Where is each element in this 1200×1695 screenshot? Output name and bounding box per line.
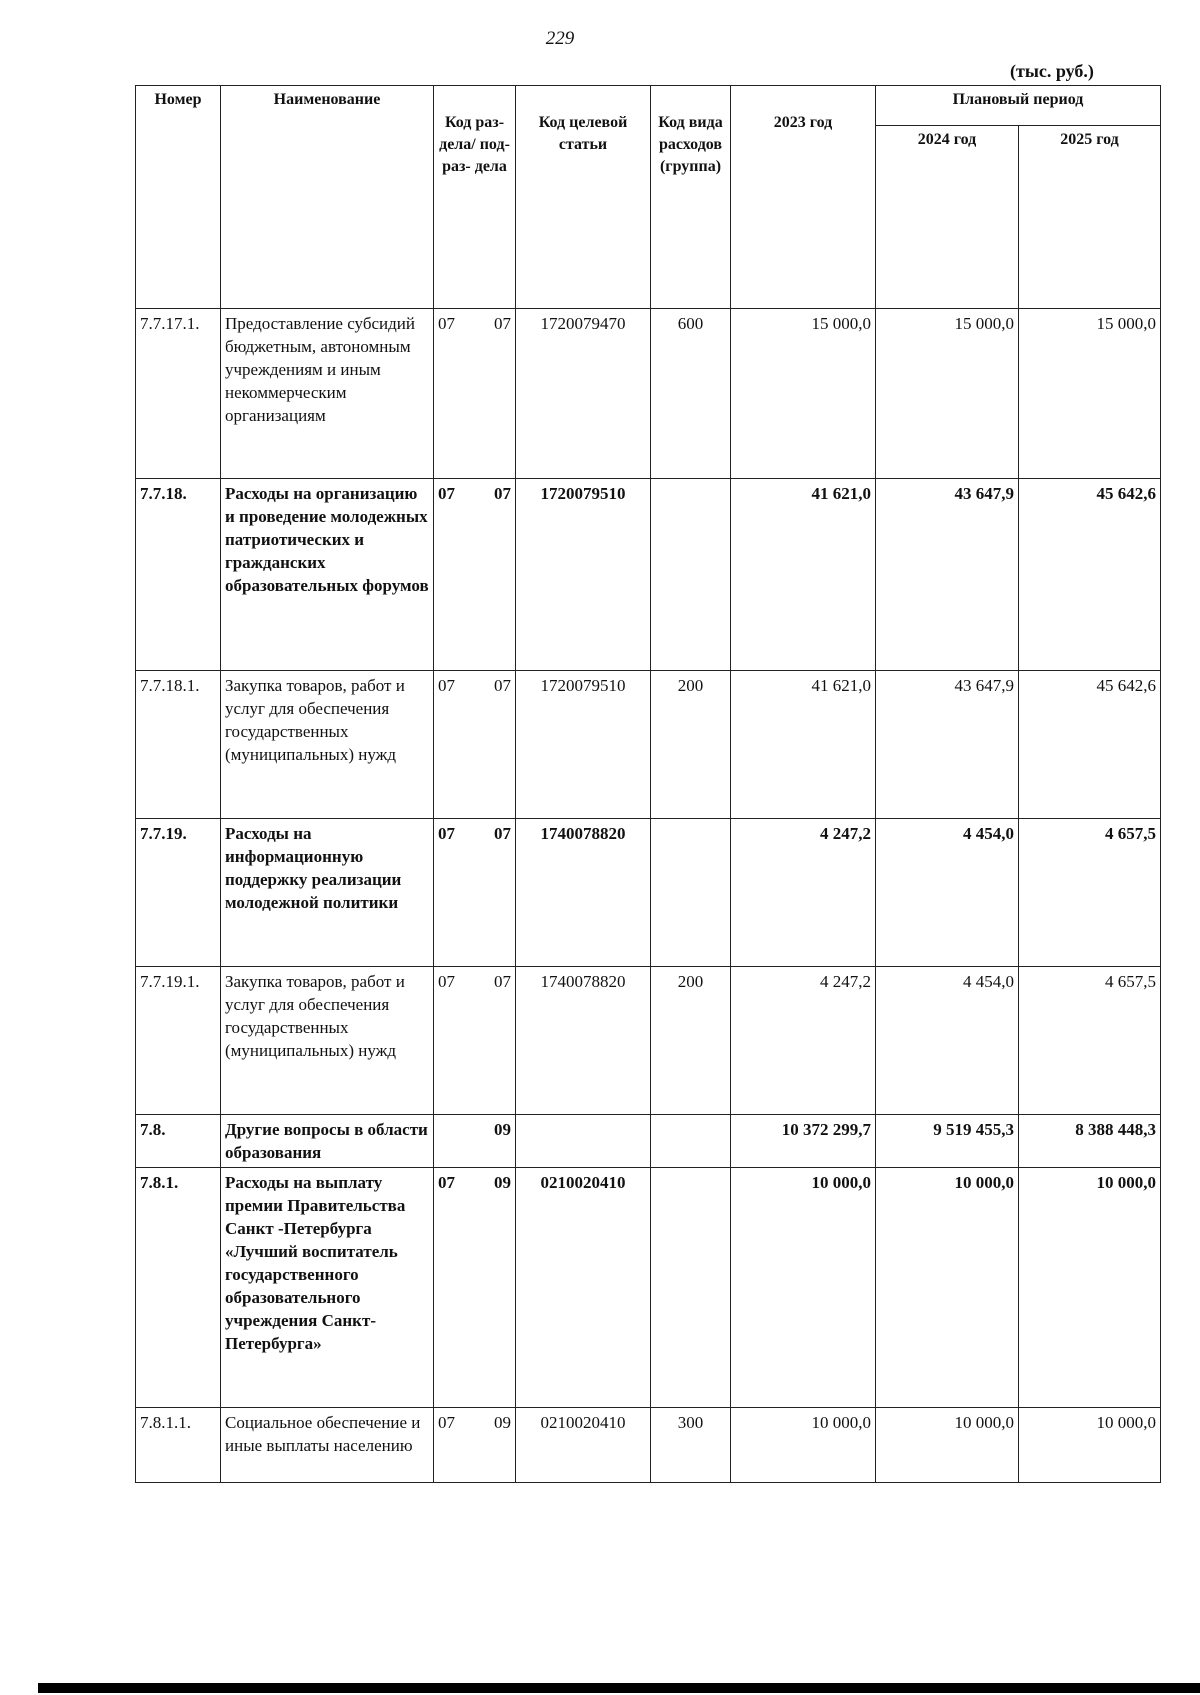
row-number: 7.7.19.1. xyxy=(136,967,221,1115)
row-subsection: 07 xyxy=(494,972,511,991)
units-label: (тыс. руб.) xyxy=(1010,61,1094,81)
row-target xyxy=(516,1115,651,1168)
row-section-cell xyxy=(434,819,516,967)
row-section-cell xyxy=(434,671,516,819)
row-group: 300 xyxy=(651,1408,731,1483)
row-2024: 15 000,0 xyxy=(876,309,1019,479)
row-target: 1720079510 xyxy=(516,479,651,671)
row-2025: 10 000,0 xyxy=(1019,1168,1161,1408)
row-2025: 10 000,0 xyxy=(1019,1408,1161,1483)
row-subsection: 07 xyxy=(494,676,511,695)
header-2025: 2025 год xyxy=(1019,126,1161,309)
header-planned-period: Плановый период xyxy=(876,86,1161,126)
row-section: 07 xyxy=(438,1173,455,1192)
row-section: 07 xyxy=(438,824,455,843)
row-subsection: 09 xyxy=(494,1120,511,1139)
header-name: Наименование xyxy=(221,86,434,309)
row-name: Расходы на информационную поддержку реализации молодежной политики xyxy=(221,819,434,967)
row-number: 7.8. xyxy=(136,1115,221,1168)
row-2025: 15 000,0 xyxy=(1019,309,1161,479)
row-group xyxy=(651,1168,731,1408)
row-2024: 9 519 455,3 xyxy=(876,1115,1019,1168)
row-2023: 10 000,0 xyxy=(731,1408,876,1483)
row-target: 1740078820 xyxy=(516,967,651,1115)
row-number: 7.7.17.1. xyxy=(136,309,221,479)
row-2024: 10 000,0 xyxy=(876,1168,1019,1408)
row-2024: 43 647,9 xyxy=(876,479,1019,671)
row-2023: 41 621,0 xyxy=(731,479,876,671)
row-2024: 43 647,9 xyxy=(876,671,1019,819)
header-number: Номер xyxy=(136,86,221,309)
row-2025: 4 657,5 xyxy=(1019,967,1161,1115)
row-2023: 4 247,2 xyxy=(731,967,876,1115)
row-number: 7.8.1. xyxy=(136,1168,221,1408)
header-2024: 2024 год xyxy=(876,126,1019,309)
row-group xyxy=(651,1115,731,1168)
row-section: 07 xyxy=(438,1413,455,1432)
row-section: 07 xyxy=(438,972,455,991)
row-2025: 45 642,6 xyxy=(1019,479,1161,671)
row-section-cell xyxy=(434,1168,516,1408)
row-2024: 4 454,0 xyxy=(876,967,1019,1115)
row-subsection: 09 xyxy=(494,1413,511,1432)
row-name: Закупка товаров, работ и услуг для обеспечения государственных (муниципальных) нужд xyxy=(221,967,434,1115)
row-2023: 15 000,0 xyxy=(731,309,876,479)
row-group: 200 xyxy=(651,967,731,1115)
header-2023: 2023 год xyxy=(731,86,876,309)
row-subsection: 07 xyxy=(494,484,511,503)
row-section: 07 xyxy=(438,676,455,695)
row-target: 1720079470 xyxy=(516,309,651,479)
row-name: Закупка товаров, работ и услуг для обеспечения государственных (муниципальных) нужд xyxy=(221,671,434,819)
row-target: 0210020410 xyxy=(516,1408,651,1483)
row-2025: 45 642,6 xyxy=(1019,671,1161,819)
row-subsection: 07 xyxy=(494,824,511,843)
footer-rule xyxy=(38,1683,1200,1693)
row-name: Предоставление субсидий бюджетным, автономным учреждениям и иным некоммерческим организациям xyxy=(221,309,434,479)
row-2023: 10 000,0 xyxy=(731,1168,876,1408)
row-group xyxy=(651,479,731,671)
row-section: 07 xyxy=(438,484,455,503)
row-section-cell xyxy=(434,967,516,1115)
row-section-cell xyxy=(434,1408,516,1483)
row-target: 1720079510 xyxy=(516,671,651,819)
row-name: Расходы на организацию и проведение молодежных патриотических и гражданских образовательных форумов xyxy=(221,479,434,671)
row-subsection: 09 xyxy=(494,1173,511,1192)
budget-table xyxy=(135,85,1161,1483)
row-subsection: 07 xyxy=(494,314,511,333)
row-section-cell xyxy=(434,479,516,671)
row-2024: 4 454,0 xyxy=(876,819,1019,967)
row-2023: 10 372 299,7 xyxy=(731,1115,876,1168)
row-number: 7.8.1.1. xyxy=(136,1408,221,1483)
row-2025: 8 388 448,3 xyxy=(1019,1115,1161,1168)
row-section-cell xyxy=(434,309,516,479)
header-expense-type: Код вида расходов (группа) xyxy=(651,86,731,309)
row-number: 7.7.18. xyxy=(136,479,221,671)
row-name: Расходы на выплату премии Правительства Санкт -Петербурга «Лучший воспитатель государственного образовательного учреждения Санкт-Петербурга» xyxy=(221,1168,434,1408)
row-name: Социальное обеспечение и иные выплаты населению xyxy=(221,1408,434,1483)
page-number: 229 xyxy=(545,28,575,49)
row-name: Другие вопросы в области образования xyxy=(221,1115,434,1168)
row-number: 7.7.19. xyxy=(136,819,221,967)
row-target: 0210020410 xyxy=(516,1168,651,1408)
row-section: 07 xyxy=(438,314,455,333)
row-number: 7.7.18.1. xyxy=(136,671,221,819)
row-2024: 10 000,0 xyxy=(876,1408,1019,1483)
row-2023: 4 247,2 xyxy=(731,819,876,967)
row-target: 1740078820 xyxy=(516,819,651,967)
header-section: Код раз- дела/ под- раз- дела xyxy=(434,86,516,309)
row-group: 200 xyxy=(651,671,731,819)
row-group: 600 xyxy=(651,309,731,479)
header-target: Код целевой статьи xyxy=(516,86,651,309)
row-2025: 4 657,5 xyxy=(1019,819,1161,967)
row-2023: 41 621,0 xyxy=(731,671,876,819)
row-section-cell xyxy=(434,1115,516,1168)
row-group xyxy=(651,819,731,967)
